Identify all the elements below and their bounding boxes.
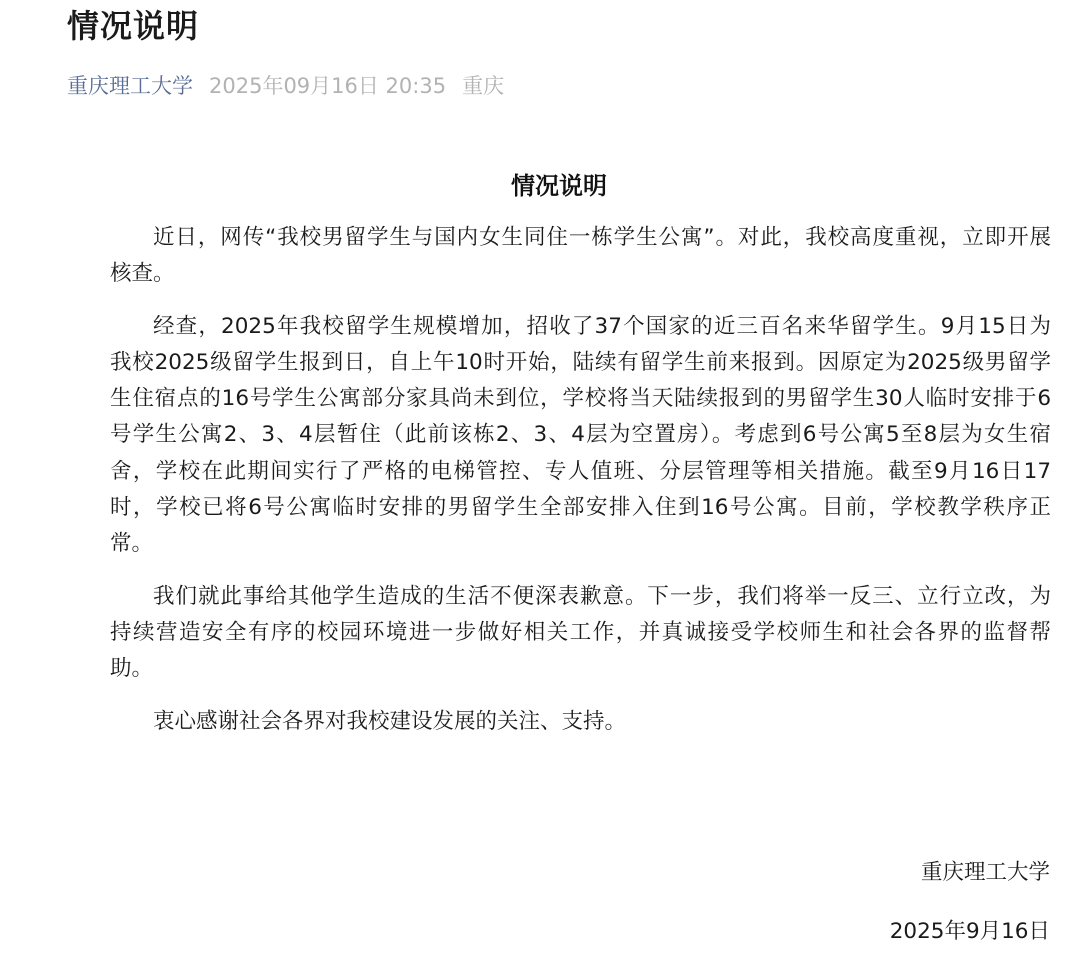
paragraph-line: 助。 xyxy=(110,656,154,682)
paragraph-1 xyxy=(67,220,1051,293)
paragraph-line: 核查。 xyxy=(110,261,175,287)
paragraph-4 xyxy=(67,704,1051,740)
publish-time: 2025年09月16日 20:35 xyxy=(209,74,447,98)
paragraph-line: 舍，学校在此期间实行了严格的电梯管控、专人值班、分层管理等相关措施。截至9月16日17 xyxy=(110,458,1051,484)
paragraph-line: 生住宿点的16号学生公寓部分家具尚未到位，学校将当天陆续报到的男留学生30人临时安排于6 xyxy=(110,386,1051,412)
paragraph-line: 持续营造安全有序的校园环境进一步做好相关工作，并真诚接受学校师生和社会各界的监督帮 xyxy=(110,619,1051,645)
account-name-link[interactable]: 重庆理工大学 xyxy=(67,74,193,98)
paragraph-line: 号学生公寓2、3、4层暂住（此前该栋2、3、4层为空置房）。考虑到6号公寓5至8层为女生宿 xyxy=(110,422,1051,448)
paragraph-2 xyxy=(67,309,1051,563)
paragraph-line: 经查，2025年我校留学生规模增加，招收了37个国家的近三百名来华留学生。9月15日为 xyxy=(153,313,1051,339)
paragraph-line: 衷心感谢社会各界对我校建设发展的关注、支持。 xyxy=(153,708,627,734)
paragraph-line: 我校2025级留学生报到日，自上午10时开始，陆续有留学生前来报到。因原定为2025级男留学 xyxy=(110,349,1051,375)
article-meta xyxy=(67,68,504,102)
paragraph-line: 时，学校已将6号公寓临时安排的男留学生全部安排入住到16号公寓。目前，学校教学秩序正 xyxy=(110,495,1051,521)
article-body xyxy=(67,166,1051,756)
paragraph-line: 常。 xyxy=(110,531,154,557)
paragraph-line: 我们就此事给其他学生造成的生活不便深表歉意。下一步，我们将举一反三、立行立改，为 xyxy=(153,583,1051,609)
signature-organization: 重庆理工大学 xyxy=(920,860,1050,885)
article-heading: 情况说明 xyxy=(511,172,607,200)
page-title: 情况说明 xyxy=(67,7,200,45)
signature-date: 2025年9月16日 xyxy=(889,919,1050,944)
paragraph-3 xyxy=(67,579,1051,688)
paragraph-line: 近日，网传“我校男留学生与国内女生同住一栋学生公寓”。对此，我校高度重视，立即开展 xyxy=(153,225,1051,250)
publish-location: 重庆 xyxy=(462,74,505,98)
